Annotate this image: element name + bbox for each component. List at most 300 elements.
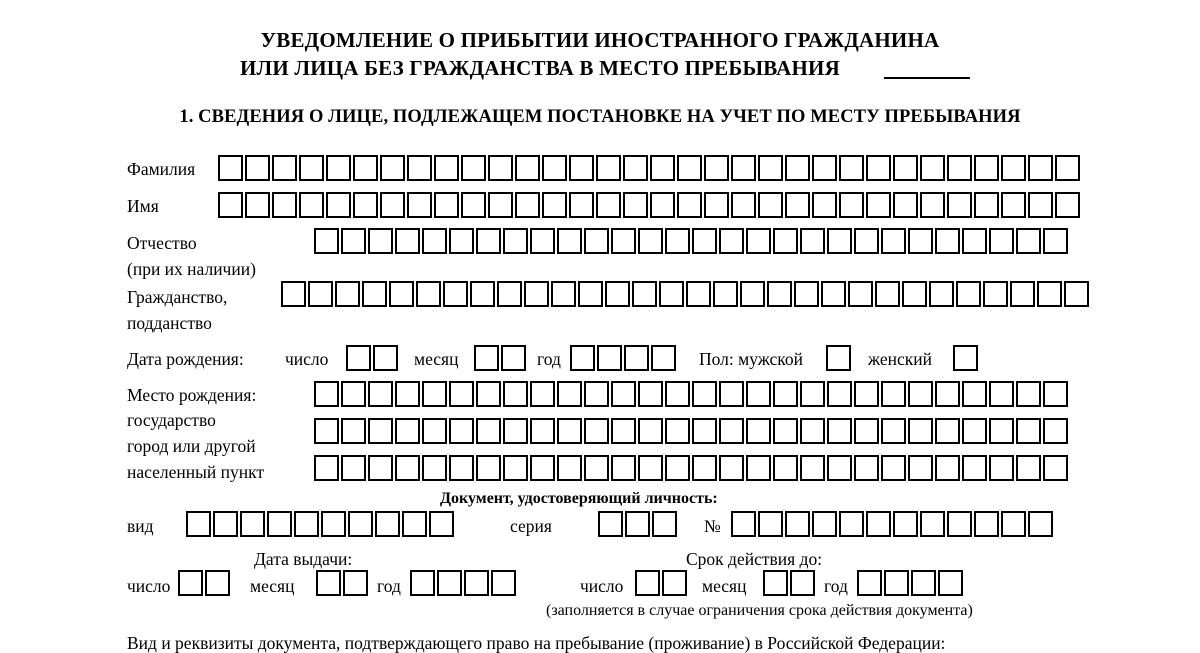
- character-cell[interactable]: [1028, 192, 1053, 218]
- character-cell[interactable]: [827, 381, 852, 407]
- character-cell[interactable]: [213, 511, 238, 537]
- character-cell[interactable]: [443, 281, 468, 307]
- character-cell[interactable]: [407, 155, 432, 181]
- character-cell[interactable]: [839, 155, 864, 181]
- character-cell[interactable]: [596, 192, 621, 218]
- character-cell[interactable]: [785, 192, 810, 218]
- character-cell[interactable]: [353, 192, 378, 218]
- character-cell[interactable]: [503, 381, 528, 407]
- character-cell[interactable]: [767, 281, 792, 307]
- character-cell[interactable]: [881, 418, 906, 444]
- character-cell[interactable]: [524, 281, 549, 307]
- character-cell[interactable]: [651, 345, 676, 371]
- character-cell[interactable]: [449, 381, 474, 407]
- character-cell[interactable]: [218, 155, 243, 181]
- issue-month-cells[interactable]: [316, 570, 368, 596]
- character-cell[interactable]: [240, 511, 265, 537]
- character-cell[interactable]: [624, 345, 649, 371]
- character-cell[interactable]: [1055, 192, 1080, 218]
- character-cell[interactable]: [1055, 155, 1080, 181]
- character-cell[interactable]: [692, 418, 717, 444]
- character-cell[interactable]: [321, 511, 346, 537]
- character-cell[interactable]: [821, 281, 846, 307]
- character-cell[interactable]: [335, 281, 360, 307]
- character-cell[interactable]: [962, 228, 987, 254]
- character-cell[interactable]: [866, 192, 891, 218]
- character-cell[interactable]: [758, 155, 783, 181]
- character-cell[interactable]: [758, 192, 783, 218]
- character-cell[interactable]: [920, 155, 945, 181]
- character-cell[interactable]: [790, 570, 815, 596]
- character-cell[interactable]: [461, 192, 486, 218]
- character-cell[interactable]: [812, 155, 837, 181]
- character-cell[interactable]: [686, 281, 711, 307]
- character-cell[interactable]: [974, 511, 999, 537]
- character-cell[interactable]: [476, 381, 501, 407]
- character-cell[interactable]: [1010, 281, 1035, 307]
- character-cell[interactable]: [638, 381, 663, 407]
- character-cell[interactable]: [692, 381, 717, 407]
- character-cell[interactable]: [299, 155, 324, 181]
- character-cell[interactable]: [920, 511, 945, 537]
- character-cell[interactable]: [449, 228, 474, 254]
- name-cells[interactable]: [218, 192, 1080, 218]
- character-cell[interactable]: [1001, 511, 1026, 537]
- character-cell[interactable]: [530, 418, 555, 444]
- character-cell[interactable]: [1043, 381, 1068, 407]
- valid-year-cells[interactable]: [857, 570, 963, 596]
- character-cell[interactable]: [974, 192, 999, 218]
- residence-document-label: Вид и реквизиты документа, подтверждающего право на пребывание (проживание) в Российской Федерации:: [127, 633, 946, 653]
- character-cell[interactable]: [375, 511, 400, 537]
- character-cell[interactable]: [704, 192, 729, 218]
- character-cell[interactable]: [665, 455, 690, 481]
- character-cell[interactable]: [989, 418, 1014, 444]
- character-cell[interactable]: [326, 155, 351, 181]
- character-cell[interactable]: [488, 192, 513, 218]
- form-title-line-1: УВЕДОМЛЕНИЕ О ПРИБЫТИИ ИНОСТРАННОГО ГРАЖДАНИНА: [260, 28, 940, 52]
- character-cell[interactable]: [908, 455, 933, 481]
- character-cell[interactable]: [389, 281, 414, 307]
- patronymic-label: Отчество: [127, 233, 197, 253]
- character-cell[interactable]: [893, 155, 918, 181]
- character-cell[interactable]: [597, 345, 622, 371]
- sex-female-checkbox[interactable]: [953, 345, 978, 371]
- character-cell[interactable]: [1028, 155, 1053, 181]
- character-cell[interactable]: [746, 455, 771, 481]
- character-cell[interactable]: [893, 192, 918, 218]
- character-cell[interactable]: [812, 511, 837, 537]
- birth-place-cells-2[interactable]: [314, 418, 1068, 444]
- issue-month-label: месяц: [250, 576, 295, 596]
- character-cell[interactable]: [800, 228, 825, 254]
- character-cell[interactable]: [368, 381, 393, 407]
- character-cell[interactable]: [902, 281, 927, 307]
- character-cell[interactable]: [857, 570, 882, 596]
- character-cell[interactable]: [569, 192, 594, 218]
- character-cell[interactable]: [314, 381, 339, 407]
- character-cell[interactable]: [677, 155, 702, 181]
- character-cell[interactable]: [635, 570, 660, 596]
- character-cell[interactable]: [542, 192, 567, 218]
- character-cell[interactable]: [713, 281, 738, 307]
- birth-day-cells[interactable]: [346, 345, 398, 371]
- character-cell[interactable]: [839, 511, 864, 537]
- character-cell[interactable]: [584, 381, 609, 407]
- character-cell[interactable]: [989, 381, 1014, 407]
- character-cell[interactable]: [989, 228, 1014, 254]
- character-cell[interactable]: [827, 418, 852, 444]
- character-cell[interactable]: [267, 511, 292, 537]
- character-cell[interactable]: [557, 228, 582, 254]
- character-cell[interactable]: [429, 511, 454, 537]
- character-cell[interactable]: [497, 281, 522, 307]
- character-cell[interactable]: [731, 192, 756, 218]
- character-cell[interactable]: [719, 418, 744, 444]
- character-cell[interactable]: [491, 570, 516, 596]
- character-cell[interactable]: [557, 381, 582, 407]
- character-cell[interactable]: [1043, 228, 1068, 254]
- character-cell[interactable]: [578, 281, 603, 307]
- character-cell[interactable]: [272, 155, 297, 181]
- character-cell[interactable]: [854, 381, 879, 407]
- issue-year-label: год: [377, 576, 401, 596]
- character-cell[interactable]: [299, 192, 324, 218]
- character-cell[interactable]: [962, 455, 987, 481]
- character-cell[interactable]: [353, 155, 378, 181]
- character-cell[interactable]: [178, 570, 203, 596]
- character-cell[interactable]: [551, 281, 576, 307]
- character-cell[interactable]: [935, 228, 960, 254]
- character-cell[interactable]: [380, 155, 405, 181]
- character-cell[interactable]: [935, 455, 960, 481]
- character-cell[interactable]: [422, 381, 447, 407]
- character-cell[interactable]: [474, 345, 499, 371]
- character-cell[interactable]: [677, 192, 702, 218]
- valid-day-label: число: [580, 576, 624, 596]
- character-cell[interactable]: [881, 228, 906, 254]
- character-cell[interactable]: [881, 455, 906, 481]
- character-cell[interactable]: [341, 455, 366, 481]
- character-cell[interactable]: [827, 228, 852, 254]
- character-cell[interactable]: [650, 192, 675, 218]
- character-cell[interactable]: [437, 570, 462, 596]
- character-cell[interactable]: [746, 381, 771, 407]
- character-cell[interactable]: [501, 345, 526, 371]
- character-cell[interactable]: [623, 192, 648, 218]
- character-cell[interactable]: [1001, 155, 1026, 181]
- character-cell[interactable]: [570, 345, 595, 371]
- character-cell[interactable]: [605, 281, 630, 307]
- character-cell[interactable]: [584, 418, 609, 444]
- character-cell[interactable]: [719, 381, 744, 407]
- character-cell[interactable]: [1016, 381, 1041, 407]
- character-cell[interactable]: [362, 281, 387, 307]
- character-cell[interactable]: [719, 455, 744, 481]
- character-cell[interactable]: [719, 228, 744, 254]
- character-cell[interactable]: [962, 381, 987, 407]
- character-cell[interactable]: [848, 281, 873, 307]
- character-cell[interactable]: [488, 155, 513, 181]
- character-cell[interactable]: [758, 511, 783, 537]
- character-cell[interactable]: [598, 511, 623, 537]
- character-cell[interactable]: [962, 418, 987, 444]
- character-cell[interactable]: [881, 381, 906, 407]
- character-cell[interactable]: [557, 455, 582, 481]
- character-cell[interactable]: [652, 511, 677, 537]
- character-cell[interactable]: [854, 228, 879, 254]
- character-cell[interactable]: [659, 281, 684, 307]
- document-series-cells[interactable]: [598, 511, 677, 537]
- character-cell[interactable]: [650, 155, 675, 181]
- character-cell[interactable]: [294, 511, 319, 537]
- character-cell[interactable]: [662, 570, 687, 596]
- citizenship-label: Гражданство,: [127, 287, 228, 307]
- character-cell[interactable]: [314, 455, 339, 481]
- character-cell[interactable]: [434, 192, 459, 218]
- character-cell[interactable]: [422, 455, 447, 481]
- sex-male-checkbox[interactable]: [826, 345, 851, 371]
- document-type-cells[interactable]: [186, 511, 454, 537]
- character-cell[interactable]: [461, 155, 486, 181]
- valid-year-label: год: [824, 576, 848, 596]
- character-cell[interactable]: [826, 345, 851, 371]
- character-cell[interactable]: [395, 418, 420, 444]
- birth-city-label-1: город или другой: [127, 436, 256, 456]
- character-cell[interactable]: [557, 418, 582, 444]
- character-cell[interactable]: [953, 345, 978, 371]
- character-cell[interactable]: [316, 570, 341, 596]
- character-cell[interactable]: [503, 455, 528, 481]
- character-cell[interactable]: [368, 418, 393, 444]
- character-cell[interactable]: [632, 281, 657, 307]
- character-cell[interactable]: [638, 455, 663, 481]
- character-cell[interactable]: [530, 381, 555, 407]
- character-cell[interactable]: [625, 511, 650, 537]
- character-cell[interactable]: [908, 381, 933, 407]
- citizenship-cells[interactable]: [281, 281, 1089, 307]
- character-cell[interactable]: [343, 570, 368, 596]
- birth-city-label-2: населенный пункт: [127, 462, 265, 482]
- character-cell[interactable]: [348, 511, 373, 537]
- character-cell[interactable]: [205, 570, 230, 596]
- character-cell[interactable]: [434, 155, 459, 181]
- character-cell[interactable]: [368, 455, 393, 481]
- character-cell[interactable]: [908, 418, 933, 444]
- character-cell[interactable]: [584, 455, 609, 481]
- character-cell[interactable]: [773, 418, 798, 444]
- character-cell[interactable]: [410, 570, 435, 596]
- character-cell[interactable]: [875, 281, 900, 307]
- document-number-cells[interactable]: [731, 511, 1053, 537]
- character-cell[interactable]: [947, 155, 972, 181]
- character-cell[interactable]: [464, 570, 489, 596]
- character-cell[interactable]: [665, 228, 690, 254]
- character-cell[interactable]: [341, 418, 366, 444]
- character-cell[interactable]: [611, 381, 636, 407]
- character-cell[interactable]: [341, 228, 366, 254]
- character-cell[interactable]: [1043, 455, 1068, 481]
- character-cell[interactable]: [1028, 511, 1053, 537]
- sex-male-label: Пол: мужской: [699, 349, 803, 369]
- character-cell[interactable]: [911, 570, 936, 596]
- form-title-blank[interactable]: [884, 77, 970, 79]
- character-cell[interactable]: [854, 455, 879, 481]
- character-cell[interactable]: [763, 570, 788, 596]
- character-cell[interactable]: [341, 381, 366, 407]
- surname-cells[interactable]: [218, 155, 1080, 181]
- character-cell[interactable]: [974, 155, 999, 181]
- character-cell[interactable]: [929, 281, 954, 307]
- character-cell[interactable]: [368, 228, 393, 254]
- character-cell[interactable]: [623, 155, 648, 181]
- birth-place-label: Место рождения:: [127, 385, 257, 405]
- document-series-label: серия: [510, 516, 552, 536]
- character-cell[interactable]: [530, 228, 555, 254]
- identity-document-title: Документ, удостоверяющий личность:: [440, 490, 718, 507]
- character-cell[interactable]: [773, 455, 798, 481]
- character-cell[interactable]: [983, 281, 1008, 307]
- character-cell[interactable]: [611, 418, 636, 444]
- character-cell[interactable]: [773, 381, 798, 407]
- character-cell[interactable]: [1037, 281, 1062, 307]
- character-cell[interactable]: [308, 281, 333, 307]
- character-cell[interactable]: [938, 570, 963, 596]
- valid-day-cells[interactable]: [635, 570, 687, 596]
- character-cell[interactable]: [596, 155, 621, 181]
- character-cell[interactable]: [346, 345, 371, 371]
- character-cell[interactable]: [476, 228, 501, 254]
- character-cell[interactable]: [692, 455, 717, 481]
- character-cell[interactable]: [884, 570, 909, 596]
- character-cell[interactable]: [449, 418, 474, 444]
- character-cell[interactable]: [218, 192, 243, 218]
- character-cell[interactable]: [395, 228, 420, 254]
- birth-year-cells[interactable]: [570, 345, 676, 371]
- character-cell[interactable]: [476, 418, 501, 444]
- character-cell[interactable]: [893, 511, 918, 537]
- character-cell[interactable]: [416, 281, 441, 307]
- character-cell[interactable]: [947, 511, 972, 537]
- character-cell[interactable]: [186, 511, 211, 537]
- character-cell[interactable]: [800, 418, 825, 444]
- issue-year-cells[interactable]: [410, 570, 516, 596]
- birth-date-label: Дата рождения:: [127, 349, 244, 369]
- character-cell[interactable]: [281, 281, 306, 307]
- character-cell[interactable]: [935, 418, 960, 444]
- character-cell[interactable]: [731, 155, 756, 181]
- character-cell[interactable]: [866, 511, 891, 537]
- character-cell[interactable]: [638, 418, 663, 444]
- character-cell[interactable]: [422, 418, 447, 444]
- character-cell[interactable]: [380, 192, 405, 218]
- character-cell[interactable]: [1001, 192, 1026, 218]
- character-cell[interactable]: [515, 155, 540, 181]
- character-cell[interactable]: [794, 281, 819, 307]
- character-cell[interactable]: [1043, 418, 1068, 444]
- character-cell[interactable]: [402, 511, 427, 537]
- birth-place-cells-1[interactable]: [314, 381, 1068, 407]
- character-cell[interactable]: [373, 345, 398, 371]
- character-cell[interactable]: [746, 418, 771, 444]
- character-cell[interactable]: [530, 455, 555, 481]
- character-cell[interactable]: [935, 381, 960, 407]
- character-cell[interactable]: [272, 192, 297, 218]
- character-cell[interactable]: [503, 228, 528, 254]
- name-label: Имя: [127, 196, 159, 216]
- character-cell[interactable]: [395, 381, 420, 407]
- character-cell[interactable]: [665, 381, 690, 407]
- character-cell[interactable]: [746, 228, 771, 254]
- character-cell[interactable]: [704, 155, 729, 181]
- character-cell[interactable]: [1016, 455, 1041, 481]
- character-cell[interactable]: [692, 228, 717, 254]
- character-cell[interactable]: [314, 228, 339, 254]
- character-cell[interactable]: [947, 192, 972, 218]
- character-cell[interactable]: [956, 281, 981, 307]
- character-cell[interactable]: [245, 155, 270, 181]
- character-cell[interactable]: [407, 192, 432, 218]
- character-cell[interactable]: [611, 455, 636, 481]
- issue-day-label: число: [127, 576, 171, 596]
- character-cell[interactable]: [908, 228, 933, 254]
- character-cell[interactable]: [827, 455, 852, 481]
- character-cell[interactable]: [422, 228, 447, 254]
- character-cell[interactable]: [785, 511, 810, 537]
- birth-month-cells[interactable]: [474, 345, 526, 371]
- character-cell[interactable]: [920, 192, 945, 218]
- character-cell[interactable]: [569, 155, 594, 181]
- character-cell[interactable]: [800, 455, 825, 481]
- character-cell[interactable]: [449, 455, 474, 481]
- valid-month-label: месяц: [702, 576, 747, 596]
- patronymic-cells[interactable]: [314, 228, 1068, 254]
- valid-month-cells[interactable]: [763, 570, 815, 596]
- character-cell[interactable]: [1064, 281, 1089, 307]
- character-cell[interactable]: [542, 155, 567, 181]
- character-cell[interactable]: [1016, 418, 1041, 444]
- character-cell[interactable]: [773, 228, 798, 254]
- character-cell[interactable]: [395, 455, 420, 481]
- character-cell[interactable]: [314, 418, 339, 444]
- character-cell[interactable]: [1016, 228, 1041, 254]
- document-number-label: №: [704, 516, 721, 536]
- character-cell[interactable]: [839, 192, 864, 218]
- birth-place-cells-3[interactable]: [314, 455, 1068, 481]
- character-cell[interactable]: [665, 418, 690, 444]
- character-cell[interactable]: [611, 228, 636, 254]
- character-cell[interactable]: [866, 155, 891, 181]
- character-cell[interactable]: [854, 418, 879, 444]
- character-cell[interactable]: [785, 155, 810, 181]
- character-cell[interactable]: [731, 511, 756, 537]
- character-cell[interactable]: [515, 192, 540, 218]
- character-cell[interactable]: [989, 455, 1014, 481]
- character-cell[interactable]: [638, 228, 663, 254]
- character-cell[interactable]: [476, 455, 501, 481]
- character-cell[interactable]: [740, 281, 765, 307]
- issue-day-cells[interactable]: [178, 570, 230, 596]
- issue-date-label: Дата выдачи:: [254, 549, 353, 569]
- character-cell[interactable]: [326, 192, 351, 218]
- character-cell[interactable]: [503, 418, 528, 444]
- document-type-label: вид: [127, 516, 154, 536]
- character-cell[interactable]: [584, 228, 609, 254]
- character-cell[interactable]: [812, 192, 837, 218]
- character-cell[interactable]: [470, 281, 495, 307]
- character-cell[interactable]: [800, 381, 825, 407]
- character-cell[interactable]: [245, 192, 270, 218]
